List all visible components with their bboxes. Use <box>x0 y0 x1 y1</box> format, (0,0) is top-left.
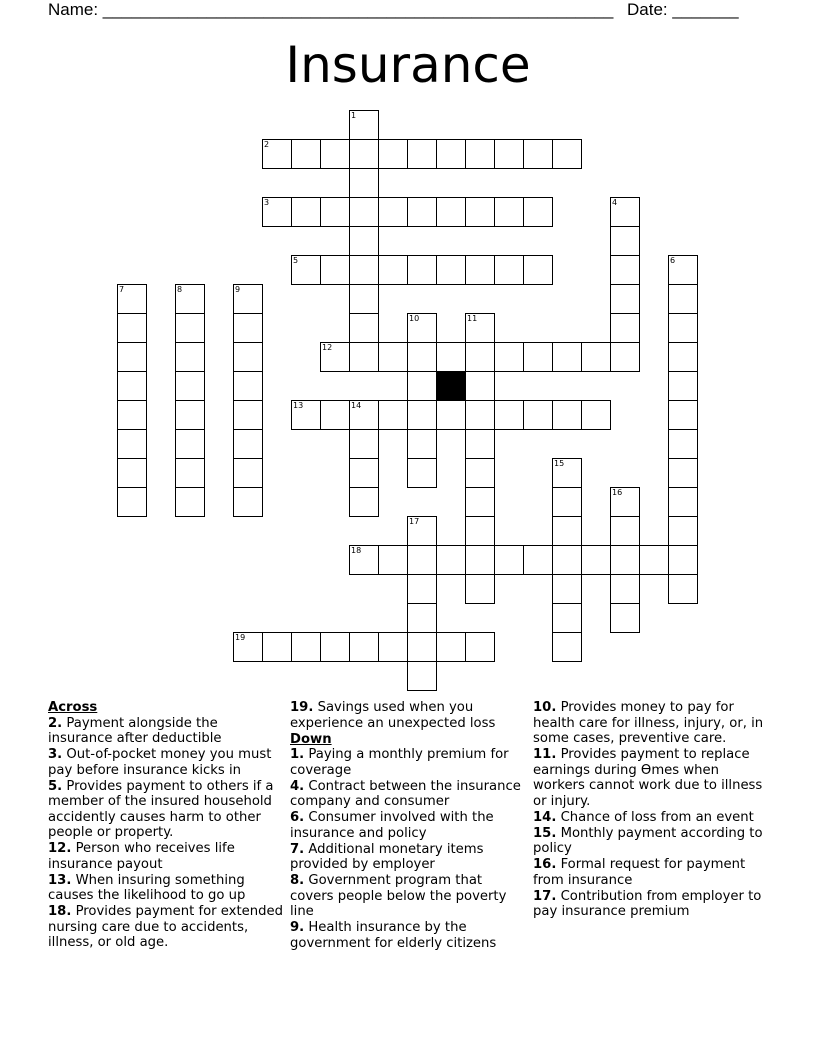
crossword-cell[interactable] <box>407 632 437 662</box>
crossword-cell[interactable] <box>465 342 495 372</box>
crossword-cell[interactable] <box>436 632 466 662</box>
crossword-cell[interactable] <box>233 284 263 314</box>
crossword-cell[interactable] <box>407 371 437 401</box>
clue-column-1 <box>48 700 284 951</box>
clue-number-label: 11 <box>467 314 478 323</box>
crossword-cell[interactable] <box>233 400 263 430</box>
crossword-cell[interactable] <box>668 545 698 575</box>
crossword-cell[interactable] <box>233 632 263 662</box>
page-title: Insurance <box>285 36 531 94</box>
across-clue: 5. Provides payment to others if a member of the insured household accidently causes harm to other people or property. <box>48 778 274 840</box>
crossword-cell[interactable] <box>465 574 495 604</box>
crossword-cell[interactable] <box>291 139 321 169</box>
date-field-line[interactable]: Date: _______ <box>627 0 739 19</box>
crossword-cell[interactable] <box>320 255 350 285</box>
crossword-cell[interactable] <box>610 603 640 633</box>
crossword-cell[interactable] <box>465 400 495 430</box>
crossword-cell[interactable] <box>262 197 292 227</box>
crossword-cell[interactable] <box>349 139 379 169</box>
crossword-cell[interactable] <box>668 371 698 401</box>
crossword-cell[interactable] <box>262 139 292 169</box>
clue-number-label: 17 <box>409 517 420 526</box>
crossword-cell[interactable] <box>581 545 611 575</box>
clue-number-label: 10 <box>409 314 420 323</box>
crossword-cell[interactable] <box>117 313 147 343</box>
crossword-cell[interactable] <box>407 197 437 227</box>
across-clue: 18. Provides payment for extended nursing care due to accidents, illness, or old age. <box>48 904 283 950</box>
crossword-cell[interactable] <box>465 429 495 459</box>
crossword-cell[interactable] <box>494 139 524 169</box>
down-clue: 14. Chance of loss from an event <box>533 809 754 825</box>
crossword-cell[interactable] <box>407 545 437 575</box>
crossword-cell[interactable] <box>465 371 495 401</box>
crossword-cell[interactable] <box>378 255 408 285</box>
across-clue: 19. Savings used when you experience an unexpected loss <box>290 700 496 731</box>
down-clue: 9. Health insurance by the government for elderly citizens <box>290 920 497 951</box>
clue-number-label: 1 <box>351 111 357 120</box>
crossword-cell[interactable] <box>668 255 698 285</box>
crossword-cell[interactable] <box>523 255 553 285</box>
across-heading: Across <box>48 700 98 715</box>
crossword-cell[interactable] <box>349 168 379 198</box>
crossword-cell[interactable] <box>117 400 147 430</box>
crossword-cell[interactable] <box>523 342 553 372</box>
down-clue: 10. Provides money to pay for health care for illness, injury, or, in some cases, preventive care. <box>533 700 764 746</box>
crossword-cell[interactable] <box>175 458 205 488</box>
crossword-cell[interactable] <box>523 400 553 430</box>
crossword-cell[interactable] <box>407 255 437 285</box>
crossword-cell[interactable] <box>436 545 466 575</box>
crossword-cell[interactable] <box>407 139 437 169</box>
clue-number-label: 3 <box>264 198 270 207</box>
crossword-cell[interactable] <box>436 400 466 430</box>
crossword-cell[interactable] <box>552 458 582 488</box>
crossword-cell[interactable] <box>233 429 263 459</box>
crossword-cell[interactable] <box>668 342 698 372</box>
crossword-cell[interactable] <box>465 632 495 662</box>
clue-column-2 <box>290 700 526 952</box>
crossword-cell[interactable] <box>117 371 147 401</box>
crossword-cell[interactable] <box>610 284 640 314</box>
crossword-cell[interactable] <box>523 545 553 575</box>
crossword-cell[interactable] <box>610 487 640 517</box>
crossword-cell[interactable] <box>407 400 437 430</box>
crossword-cell[interactable] <box>494 545 524 575</box>
down-clue: 1. Paying a monthly premium for coverage <box>290 747 509 778</box>
crossword-cell[interactable] <box>349 632 379 662</box>
across-clue: 12. Person who receives life insurance payout <box>48 841 235 872</box>
crossword-cell[interactable] <box>494 342 524 372</box>
clue-number-label: 5 <box>293 256 299 265</box>
crossword-cell[interactable] <box>668 574 698 604</box>
crossword-cell[interactable] <box>465 545 495 575</box>
crossword-cell[interactable] <box>552 139 582 169</box>
crossword-cell[interactable] <box>552 342 582 372</box>
crossword-cell[interactable] <box>407 574 437 604</box>
down-clue: 11. Provides payment to replace earnings during Ɵmes when workers cannot work due to illness or injury. <box>533 747 763 809</box>
crossword-cell[interactable] <box>291 400 321 430</box>
crossword-cell[interactable] <box>610 255 640 285</box>
crossword-cell[interactable] <box>320 342 350 372</box>
crossword-cell[interactable] <box>233 342 263 372</box>
crossword-cell[interactable] <box>552 516 582 546</box>
crossword-cell[interactable] <box>436 342 466 372</box>
clue-number-label: 12 <box>322 343 333 352</box>
crossword-cell[interactable] <box>291 197 321 227</box>
clue-number-label: 4 <box>612 198 618 207</box>
clue-number-label: 7 <box>119 285 125 294</box>
crossword-cell[interactable] <box>349 313 379 343</box>
crossword-cell[interactable] <box>349 284 379 314</box>
clue-number-label: 18 <box>351 546 362 555</box>
crossword-cell[interactable] <box>320 632 350 662</box>
crossword-cell[interactable] <box>407 342 437 372</box>
clue-number-label: 19 <box>235 633 246 642</box>
crossword-cell[interactable] <box>175 284 205 314</box>
crossword-cell[interactable] <box>349 458 379 488</box>
crossword-cell[interactable] <box>407 458 437 488</box>
crossword-cell[interactable] <box>552 545 582 575</box>
clue-number-label: 9 <box>235 285 241 294</box>
clue-column-3 <box>533 700 769 920</box>
crossword-cell[interactable] <box>668 487 698 517</box>
crossword-cell[interactable] <box>291 255 321 285</box>
crossword-cell[interactable] <box>349 342 379 372</box>
crossword-cell[interactable] <box>407 516 437 546</box>
crossword-cell[interactable] <box>668 429 698 459</box>
crossword-cell[interactable] <box>320 139 350 169</box>
down-clue: 8. Government program that covers people below the poverty line <box>290 873 507 919</box>
crossword-cell[interactable] <box>349 197 379 227</box>
crossword-cell[interactable] <box>117 458 147 488</box>
crossword-cell[interactable] <box>378 139 408 169</box>
crossword-cell[interactable] <box>552 632 582 662</box>
crossword-cell[interactable] <box>494 255 524 285</box>
crossword-cell[interactable] <box>465 197 495 227</box>
crossword-cell[interactable] <box>117 342 147 372</box>
crossword-cell[interactable] <box>175 342 205 372</box>
crossword-cell[interactable] <box>378 632 408 662</box>
crossword-cell[interactable] <box>436 255 466 285</box>
crossword-cell[interactable] <box>581 400 611 430</box>
crossword-cell[interactable] <box>494 197 524 227</box>
crossword-cell[interactable] <box>436 197 466 227</box>
crossword-cell[interactable] <box>233 458 263 488</box>
down-clue: 7. Additional monetary items provided by employer <box>290 841 484 872</box>
crossword-cell[interactable] <box>610 342 640 372</box>
crossword-cell[interactable] <box>378 545 408 575</box>
crossword-cell[interactable] <box>668 284 698 314</box>
crossword-cell[interactable] <box>465 313 495 343</box>
crossword-cell[interactable] <box>349 429 379 459</box>
clue-number-label: 16 <box>612 488 623 497</box>
crossword-cell[interactable] <box>465 487 495 517</box>
down-clue: 15. Monthly payment according to policy <box>533 825 763 856</box>
crossword-cell[interactable] <box>465 516 495 546</box>
crossword-cell[interactable] <box>378 400 408 430</box>
crossword-cell[interactable] <box>117 429 147 459</box>
crossword-cell[interactable] <box>175 400 205 430</box>
crossword-cell[interactable] <box>523 197 553 227</box>
crossword-cell[interactable] <box>291 632 321 662</box>
clue-number-label: 14 <box>351 401 362 410</box>
crossword-cell[interactable] <box>668 458 698 488</box>
crossword-cell[interactable] <box>349 487 379 517</box>
crossword-cell[interactable] <box>610 516 640 546</box>
clue-number-label: 8 <box>177 285 183 294</box>
crossword-cell[interactable] <box>349 110 379 140</box>
across-clue: 13. When insuring something causes the likelihood to go up <box>48 872 246 903</box>
crossword-cell[interactable] <box>117 284 147 314</box>
crossword-cell[interactable] <box>668 313 698 343</box>
crossword-cell[interactable] <box>262 632 292 662</box>
crossword-cell[interactable] <box>610 313 640 343</box>
crossword-cell[interactable] <box>349 400 379 430</box>
crossword-cell[interactable] <box>610 226 640 256</box>
crossword-cell[interactable] <box>465 458 495 488</box>
across-clue: 2. Payment alongside the insurance after deductible <box>48 715 222 746</box>
crossword-cell[interactable] <box>349 545 379 575</box>
crossword-cell[interactable] <box>175 429 205 459</box>
crossword-cell[interactable] <box>523 139 553 169</box>
crossword-cell[interactable] <box>407 603 437 633</box>
crossword-cell[interactable] <box>552 574 582 604</box>
down-clue: 17. Contribution from employer to pay insurance premium <box>533 888 762 919</box>
crossword-cell[interactable] <box>581 342 611 372</box>
clue-number-label: 15 <box>554 459 565 468</box>
crossword-cell[interactable] <box>668 516 698 546</box>
name-field-line[interactable]: Name: ______________________________________________________ <box>48 0 614 19</box>
crossword-cell[interactable] <box>175 371 205 401</box>
crossword-cell[interactable] <box>639 545 669 575</box>
crossword-black-cell <box>436 371 466 401</box>
crossword-cell[interactable] <box>378 197 408 227</box>
crossword-cell[interactable] <box>320 400 350 430</box>
crossword-cell[interactable] <box>552 603 582 633</box>
crossword-cell[interactable] <box>349 255 379 285</box>
crossword-cell[interactable] <box>407 313 437 343</box>
crossword-cell[interactable] <box>320 197 350 227</box>
crossword-cell[interactable] <box>465 255 495 285</box>
crossword-cell[interactable] <box>407 429 437 459</box>
crossword-cell[interactable] <box>610 574 640 604</box>
crossword-cell[interactable] <box>465 139 495 169</box>
crossword-cell[interactable] <box>233 371 263 401</box>
crossword-cell[interactable] <box>117 487 147 517</box>
clue-number-label: 2 <box>264 140 270 149</box>
down-clue: 6. Consumer involved with the insurance and policy <box>290 810 494 841</box>
crossword-cell[interactable] <box>610 197 640 227</box>
crossword-cell[interactable] <box>494 400 524 430</box>
clue-number-label: 13 <box>293 401 304 410</box>
crossword-cell[interactable] <box>233 487 263 517</box>
down-clue: 16. Formal request for payment from insurance <box>533 857 746 888</box>
crossword-cell[interactable] <box>552 487 582 517</box>
crossword-cell[interactable] <box>233 313 263 343</box>
crossword-cell[interactable] <box>378 342 408 372</box>
crossword-cell[interactable] <box>552 400 582 430</box>
across-clue: 3. Out-of-pocket money you must pay before insurance kicks in <box>48 747 272 778</box>
crossword-cell[interactable] <box>668 400 698 430</box>
crossword-cell[interactable] <box>349 226 379 256</box>
crossword-cell[interactable] <box>175 313 205 343</box>
crossword-cell[interactable] <box>175 487 205 517</box>
crossword-cell[interactable] <box>610 545 640 575</box>
clue-number-label: 6 <box>670 256 676 265</box>
down-heading: Down <box>290 731 332 747</box>
down-clue: 4. Contract between the insurance company and consumer <box>290 778 521 809</box>
crossword-cell[interactable] <box>407 661 437 691</box>
crossword-cell[interactable] <box>436 139 466 169</box>
